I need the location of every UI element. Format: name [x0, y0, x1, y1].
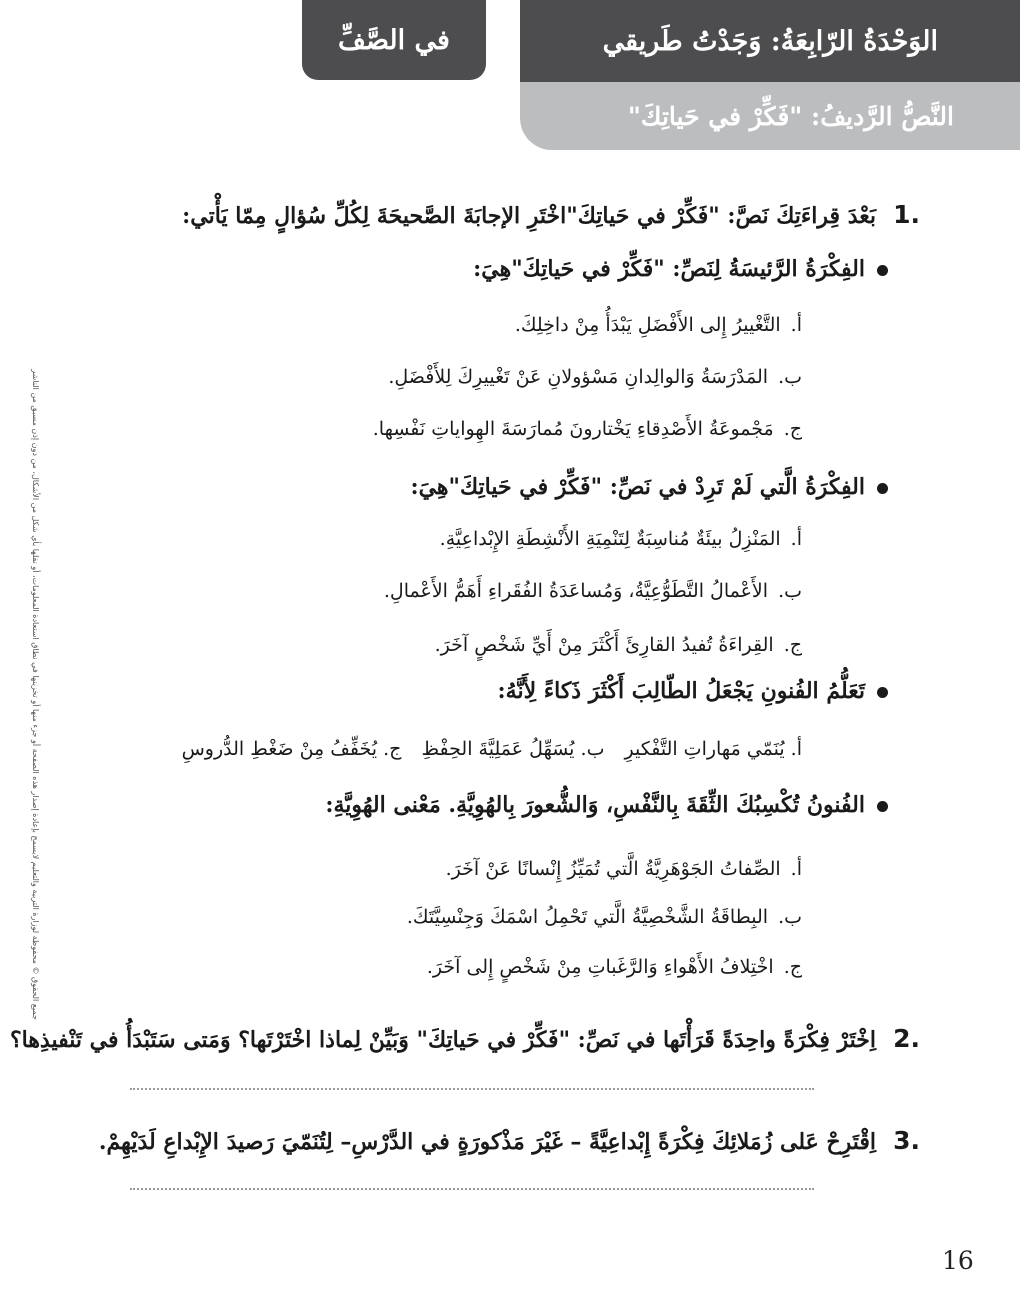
option-b[interactable] — [388, 366, 802, 388]
unit-title-band — [520, 0, 1020, 82]
option-text: يُسَهِّلُ عَمَلِيَّةَ الحِفْظِ — [421, 738, 575, 760]
option-text: يُخَفِّفُ مِنْ ضَغْطِ الدُّروسِ — [181, 738, 378, 760]
sub-question-prompt: تَعَلُّمُ الفُنونِ يَجْعَلُ الطّالِبَ أَكْثَرَ ذَكاءً لِأَنَّهُ: — [497, 678, 865, 704]
sub-question-2 — [410, 474, 888, 500]
option-text: مَجْموعَةُ الأَصْدِقاءِ يَخْتارونَ مُمارَسَةَ الهِواياتِ نَفْسِها. — [372, 418, 774, 440]
question-3 — [99, 1126, 920, 1155]
in-class-label: في الصَّفِّ — [338, 24, 450, 56]
question-number: 1. — [893, 200, 920, 229]
option-letter: أ. — [790, 528, 802, 550]
option-text: التَّغْييرُ إِلى الأَفْضَلِ يَبْدَأُ مِنْ داخِلِكَ. — [514, 314, 781, 336]
copyright-note: جميع الحقوق © محفوظة لوزارة التربية والتعليم لايسمح بإعادة إصدار هذه الصفحة أو جزء منها أو تخزينها في نطاق استعادة المعلومات، أو نقلها بأي شكل من الأشكال، من دون إذن مسبق من الناشر — [31, 369, 40, 1020]
option-c[interactable] — [427, 956, 802, 978]
option-b[interactable] — [384, 580, 802, 602]
option-text: الأَعْمالُ التَّطَوُّعِيَّةُ، وَمُساعَدَةُ الفُقَراءِ أَهَمُّ الأَعْمالِ. — [383, 580, 769, 602]
bullet-icon — [877, 265, 888, 276]
page-number: 16 — [942, 1246, 974, 1275]
option-c[interactable] — [373, 418, 802, 440]
option-letter: ج. — [783, 418, 802, 440]
option-text: البِطاقَةُ الشَّخْصِيَّةُ الَّتي تَحْمِلُ اسْمَكَ وَجِنْسِيَّتَكَ. — [406, 906, 769, 928]
question-number: 3. — [893, 1126, 920, 1155]
question-2 — [10, 1024, 920, 1053]
option-letter: ب. — [778, 580, 802, 602]
answer-line-q2[interactable] — [130, 1088, 814, 1090]
sub-question-prompt: الفِكْرَةُ الرَّئيسَةُ لِنَصِّ: "فَكِّرْ في حَياتِكَ"هِيَ: — [473, 256, 865, 282]
option-letter: ج. — [783, 634, 802, 656]
text-title-band — [520, 82, 1020, 150]
option-letter: ج. — [383, 738, 402, 760]
option-text: المَنْزِلُ بيئَةٌ مُناسِبَةٌ لِتَنْمِيَةِ الأَنْشِطَةِ الإِبْداعِيَّةِ. — [439, 528, 781, 550]
unit-title: الوَحْدَةُ الرّابِعَةُ: وَجَدْتُ طَريقي — [602, 25, 938, 57]
option-b[interactable] — [422, 738, 605, 760]
sub-question-3 — [498, 678, 888, 704]
option-letter: أ. — [790, 858, 802, 880]
option-text: اخْتِلافُ الأَهْواءِ وَالرَّغَباتِ مِنْ شَخْصٍ إِلى آخَرَ. — [426, 956, 774, 978]
option-letter: ب. — [580, 738, 605, 760]
option-letter: ج. — [783, 956, 802, 978]
text-title: النَّصُّ الرَّديفُ: "فَكِّرْ في حَياتِكَ" — [627, 101, 954, 131]
bullet-icon — [877, 687, 888, 698]
sub-question-1 — [473, 256, 888, 282]
question-text: بَعْدَ قِراءَتِكَ نَصَّ: "فَكِّرْ في حَياتِكَ"اخْتَرِ الإجابَةَ الصَّحيحَةَ لِكُلِّ سُؤالٍ مِمّا يَأْتي: — [182, 203, 876, 229]
option-text: يُنَمّي مَهاراتِ التَّفْكيرِ — [624, 738, 785, 760]
option-a[interactable] — [625, 738, 802, 760]
inline-options — [168, 738, 802, 760]
option-a[interactable] — [515, 314, 802, 336]
question-text: اِخْتَرْ فِكْرَةً واحِدَةً قَرَأْتَها في نَصِّ: "فَكِّرْ في حَياتِكَ" وَبَيِّنْ لِماذا اخْتَرْتَها؟ وَمَتى سَتَبْدَأُ في تَنْفيذِها؟ — [9, 1027, 876, 1053]
option-letter: ب. — [778, 906, 802, 928]
option-a[interactable] — [446, 858, 802, 880]
option-c[interactable] — [182, 738, 402, 760]
option-letter: ب. — [778, 366, 802, 388]
answer-line-q3[interactable] — [130, 1188, 814, 1190]
question-number: 2. — [893, 1024, 920, 1053]
sub-question-prompt: الفِكْرَةُ الَّتي لَمْ تَرِدْ في نَصِّ: "فَكِّرْ في حَياتِكَ"هِيَ: — [410, 474, 865, 500]
option-a[interactable] — [440, 528, 802, 550]
sub-question-prompt: الفُنونُ تُكْسِبُكَ الثِّقَةَ بِالنَّفْسِ، وَالشُّعورَ بِالهُوِيَّةِ. مَعْنى الهُوِيَّةِ: — [325, 792, 865, 818]
option-text: الصِّفاتُ الجَوْهَرِيَّةُ الَّتي تُمَيِّزُ إِنْسانًا عَنْ آخَرَ. — [445, 858, 781, 880]
option-letter: أ. — [790, 738, 802, 760]
option-c[interactable] — [435, 634, 802, 656]
option-b[interactable] — [407, 906, 802, 928]
sub-question-4 — [325, 792, 888, 818]
bullet-icon — [877, 801, 888, 812]
option-letter: أ. — [790, 314, 802, 336]
option-text: المَدْرَسَةُ وَالوالِدانِ مَسْؤولانِ عَنْ تَغْييرِكَ لِلأَفْضَلِ. — [388, 366, 769, 388]
in-class-tab — [302, 0, 486, 80]
question-text: اِقْتَرِحْ عَلى زُمَلائِكَ فِكْرَةً إِبْداعِيَّةً – غَيْرَ مَذْكورَةٍ في الدَّرْسِ– لِتُنَمّيَ رَصيدَ الإِبْداعِ لَدَيْهِمْ. — [98, 1129, 876, 1155]
option-text: القِراءَةُ تُفيدُ القارِئَ أَكْثَرَ مِنْ أَيِّ شَخْصٍ آخَرَ. — [434, 634, 774, 656]
bullet-icon — [877, 483, 888, 494]
question-1 — [182, 200, 920, 229]
